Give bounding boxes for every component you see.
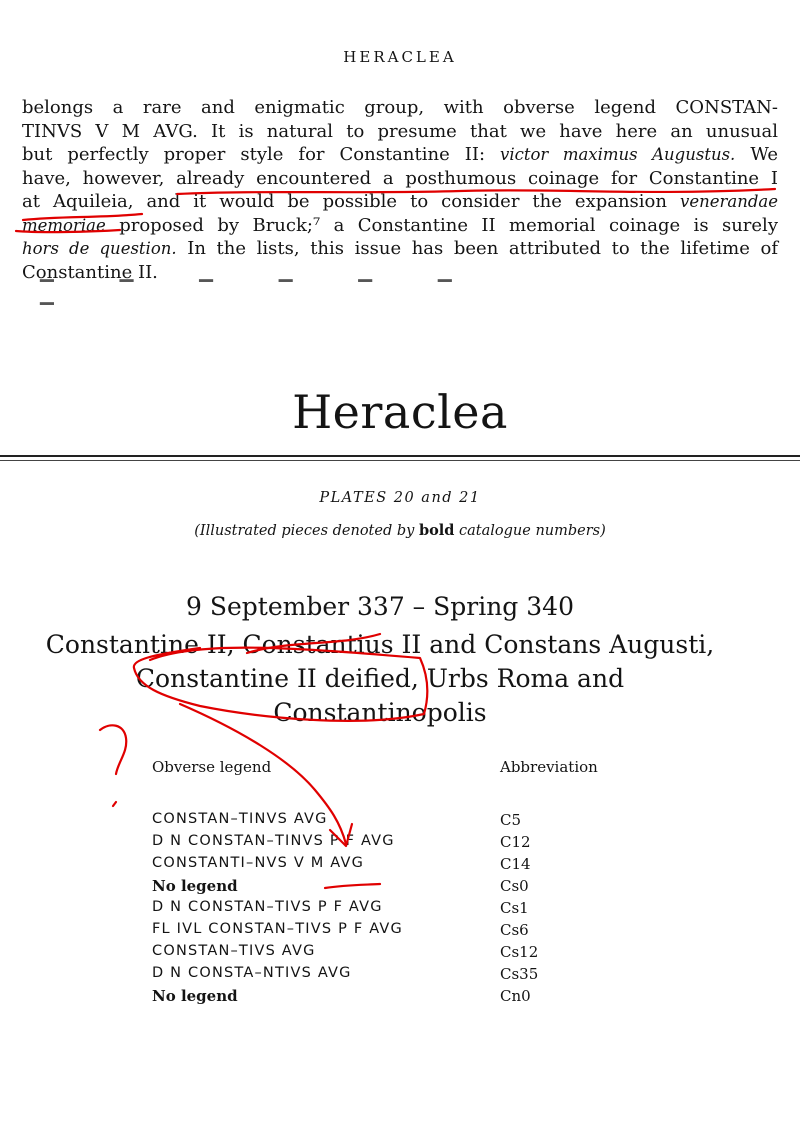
table-row-legend: CONSTAN–TINVS AVG xyxy=(152,811,328,827)
illustrated-note-text: Illustrated pieces denoted by xyxy=(199,523,415,539)
table-row-abbreviation: Cs35 xyxy=(500,965,539,983)
table-row-abbreviation: Cs12 xyxy=(500,943,539,961)
table-row-legend: D N CONSTAN–TINVS P F AVG xyxy=(152,833,395,849)
running-head: HERACLEA xyxy=(343,48,457,66)
table-row-legend: D N CONSTA–NTIVS AVG xyxy=(152,965,352,981)
paragraph-line-1: belongs a rare and enigmatic group, with obverse legend CONSTAN- xyxy=(22,97,778,118)
question-mark xyxy=(100,725,126,774)
table-row-legend: No legend xyxy=(152,987,238,1005)
paragraph-line-2: TINVS V M AVG. It is natural to presume that we have here an unusual xyxy=(22,120,778,142)
paragraph-line-4: have, however, already encountered a posthumous coinage for Constantine I xyxy=(22,167,778,189)
italic-phrase: memoriae xyxy=(22,215,106,235)
paren-close: ) xyxy=(600,523,606,539)
heading-rule-thin xyxy=(0,460,800,461)
plates-reference: PLATES 20 and 21 xyxy=(319,490,481,506)
table-row-abbreviation: Cn0 xyxy=(500,987,531,1005)
rulers-line-2: Constantine II deified, Urbs Roma and xyxy=(135,664,625,693)
italic-phrase: venerandae xyxy=(680,192,778,211)
paragraph-line-6 xyxy=(22,214,778,238)
paragraph-line-5 xyxy=(22,190,778,214)
paragraph-text: We xyxy=(750,144,778,165)
paragraph-line-7 xyxy=(22,237,778,261)
question-dot xyxy=(113,802,116,806)
table-row-abbreviation: Cs1 xyxy=(500,899,529,917)
paragraph-line-8: Constantine II. xyxy=(22,261,158,283)
section-title: Heraclea xyxy=(292,385,508,439)
underline-stroke xyxy=(325,884,380,888)
body-paragraph xyxy=(22,96,778,284)
heading-rule xyxy=(0,455,800,457)
table-row-abbreviation: C14 xyxy=(500,855,531,873)
table-row-legend: CONSTAN–TIVS AVG xyxy=(152,943,316,959)
paragraph-text: In the lists, this issue has been attributed to the lifetime of xyxy=(187,238,778,259)
column-header-legend: Obverse legend xyxy=(152,758,272,776)
table-row-abbreviation: Cs0 xyxy=(500,877,529,895)
period-heading: 9 September 337 – Spring 340 xyxy=(186,592,574,621)
table-row-abbreviation: C5 xyxy=(500,811,522,829)
table-row-legend: FL IVL CONSTAN–TIVS P F AVG xyxy=(152,921,403,937)
paragraph-line-3 xyxy=(22,143,778,167)
rulers-line-1: Constantine II, Constantius II and Constans Augusti, xyxy=(45,630,715,659)
table-row-legend: No legend xyxy=(152,877,238,895)
paragraph-text: at Aquileia, and it would be possible to consider the expansion xyxy=(22,191,667,212)
italic-phrase: victor maximus Augustus. xyxy=(500,145,736,164)
cropped-text-fragment: ▔ ▔ ▔ ▔ ▔ ▔ ▔ xyxy=(40,280,482,324)
column-header-abbreviation: Abbreviation xyxy=(500,758,598,776)
table-row-abbreviation: C12 xyxy=(500,833,531,851)
rulers-line-3: Constantinopolis xyxy=(273,698,487,727)
illustrated-note-text: catalogue numbers xyxy=(459,523,601,539)
rulers-heading xyxy=(0,628,760,730)
table-row-legend: CONSTANTI–NVS V M AVG xyxy=(152,855,365,871)
paren-open: ( xyxy=(194,523,200,539)
table-row-legend: D N CONSTAN–TIVS P F AVG xyxy=(152,899,383,915)
bold-word: bold xyxy=(418,522,455,539)
italic-phrase: hors de question. xyxy=(22,239,177,258)
illustrated-note xyxy=(0,522,800,539)
paragraph-text: proposed by Bruck;⁷ a Constantine II memorial coinage is surely xyxy=(119,214,778,236)
paragraph-text: but perfectly proper style for Constantine II: xyxy=(22,144,486,165)
table-row-abbreviation: Cs6 xyxy=(500,921,529,939)
